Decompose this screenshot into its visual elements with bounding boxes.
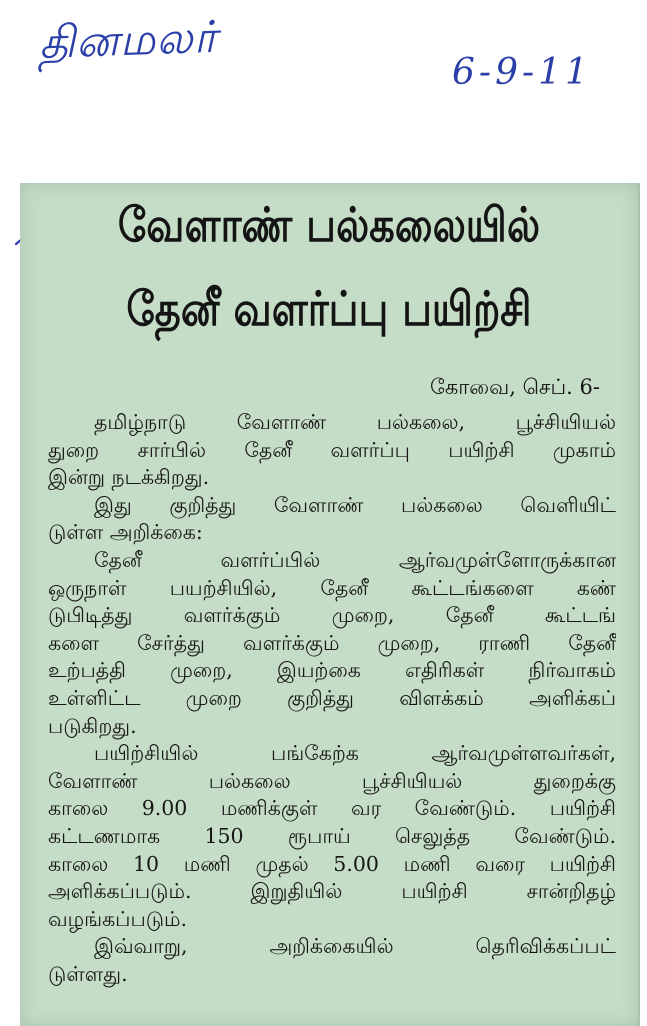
body-line: வழங்கப்படும். <box>48 906 188 931</box>
body-line: காலை 10 மணி முதல் 5.00 மணி வரை பயிற்சி <box>48 851 616 876</box>
body-line: உற்பத்தி முறை, இயற்கை எதிரிகள் நிர்வாகம் <box>48 658 616 683</box>
body-line: இது குறித்து வேளாண் பல்கலை வெளியிட் <box>94 492 616 517</box>
body-line: இவ்வாறு, அறிக்கையில் தெரிவிக்கப்பட் <box>94 934 616 959</box>
body-line: பயிற்சியில் பங்கேற்க ஆர்வமுள்ளவர்கள், <box>94 741 616 766</box>
headline-line-2: தேனீ வளர்ப்பு பயிற்சி <box>126 282 532 337</box>
body-line: உள்ளிட்ட முறை குறித்து விளக்கம் அளிக்கப் <box>48 685 616 710</box>
body-line: துறை சார்பில் தேனீ வளர்ப்பு பயிற்சி முகாம் <box>48 437 616 462</box>
body-line: டுள்ள அறிக்கை: <box>48 520 203 545</box>
dateline: கோவை, செப். 6- <box>429 375 600 399</box>
body-line: வேளாண் பல்கலை பூச்சியியல் துறைக்கு <box>48 768 616 793</box>
headline-line-1: வேளாண் பல்கலையில் <box>117 198 541 253</box>
body-line: ஒருநாள் பயற்சியில், தேனீ கூட்டங்களை கண் <box>48 575 616 600</box>
body-line: இன்று நடக்கிறது. <box>48 465 210 490</box>
body-line: அளிக்கப்படும். இறுதியில் பயிற்சி சான்றிதழ் <box>48 879 616 904</box>
body-line: டுபிடித்து வளர்க்கும் முறை, தேனீ கூட்டங் <box>48 603 616 628</box>
article-body <box>48 409 616 988</box>
body-line: டுள்ளது. <box>48 961 128 986</box>
body-line: காலை 9.00 மணிக்குள் வர வேண்டும். பயிற்சி <box>48 796 616 821</box>
body-line: தமிழ்நாடு வேளாண் பல்கலை, பூச்சியியல் <box>94 410 616 434</box>
body-line: களை சேர்த்து வளர்க்கும் முறை, ராணி தேனீ <box>48 630 616 655</box>
handwritten-newspaper-name: தினமலர் <box>38 11 219 69</box>
newspaper-clipping <box>20 183 640 1026</box>
body-line: தேனீ வளர்ப்பில் ஆர்வமுள்ளோருக்கான <box>94 547 616 572</box>
handwritten-date: 6-9-11 <box>452 52 592 93</box>
body-line: படுகிறது. <box>48 713 137 738</box>
body-line: கட்டணமாக 150 ரூபாய் செலுத்த வேண்டும். <box>48 823 616 848</box>
